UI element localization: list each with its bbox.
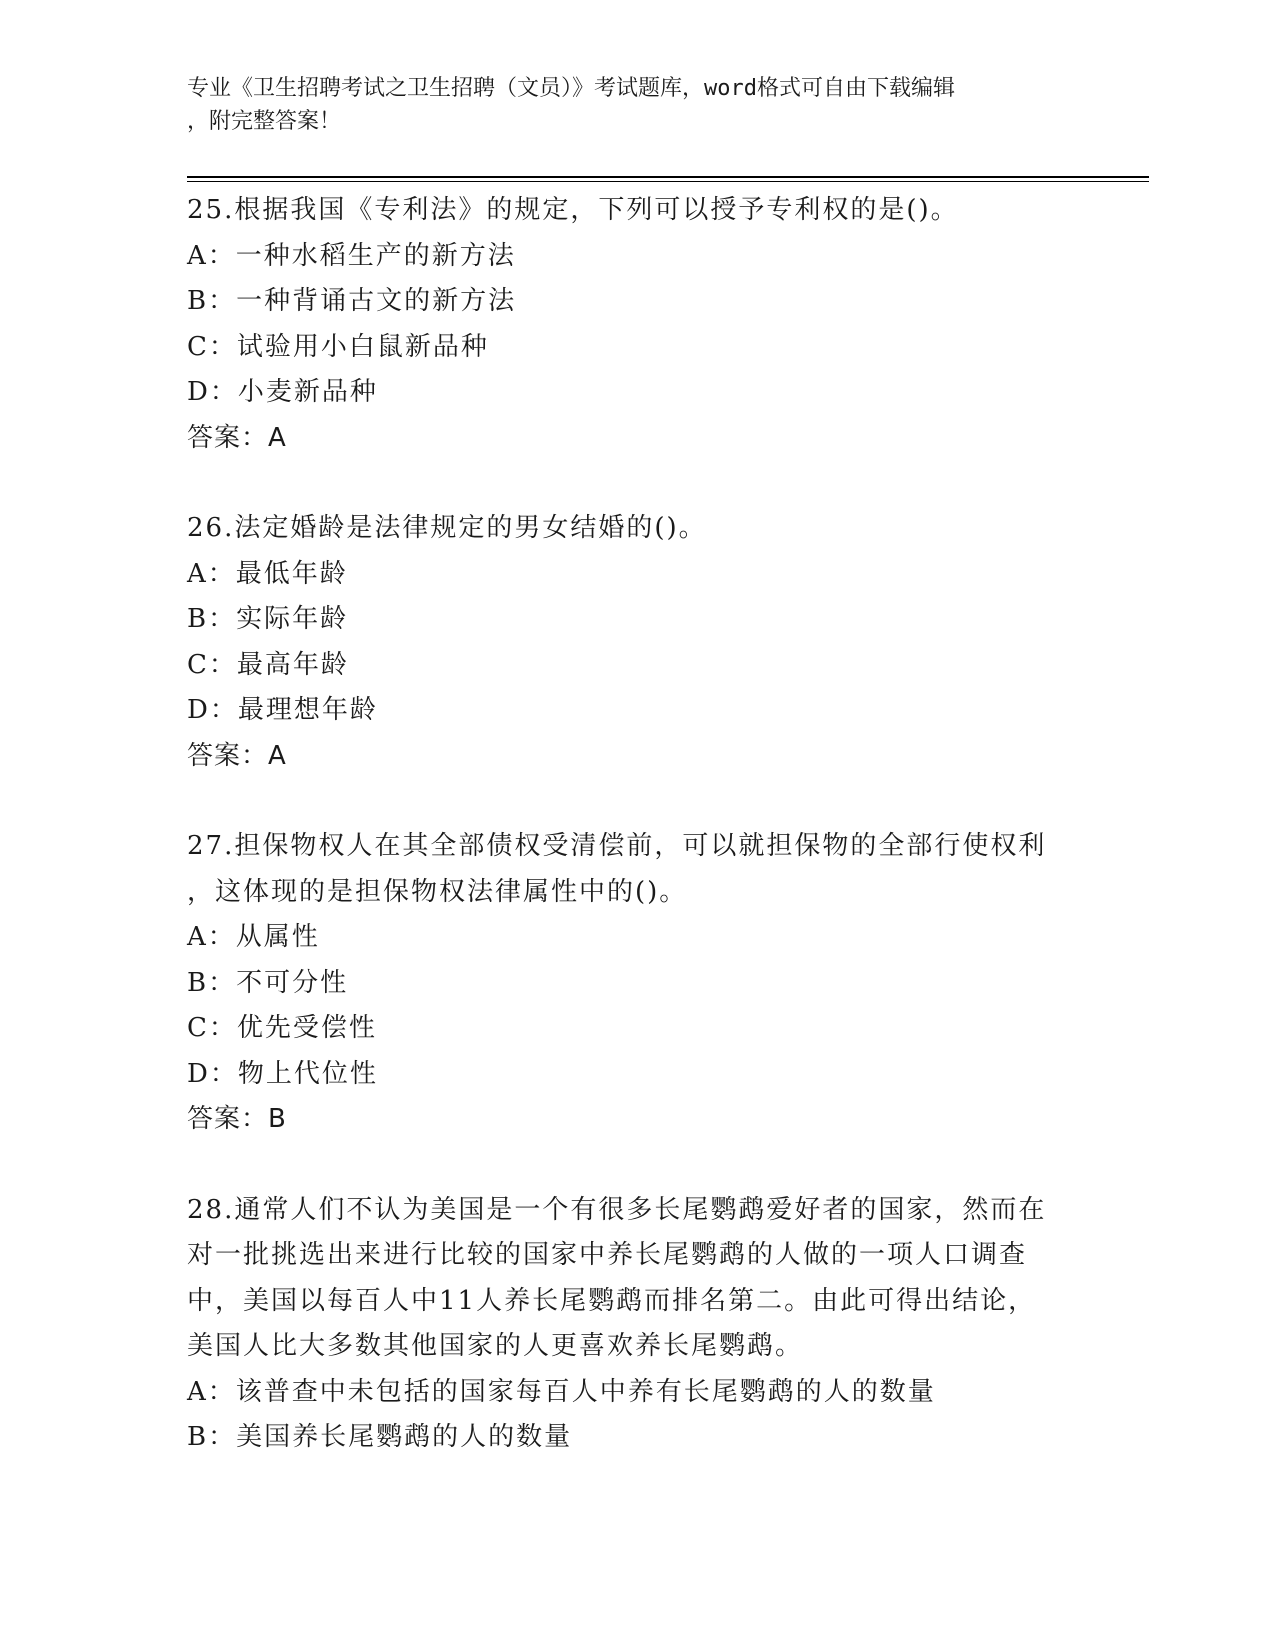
option-d: D：物上代位性 [187, 1058, 378, 1089]
header-line: ，附完整答案！ [187, 109, 342, 134]
option-c: C：优先受偿性 [187, 1013, 377, 1043]
question-list [187, 188, 1087, 1506]
question-25 [187, 188, 1087, 461]
option-b: B：美国养长尾鹦鹉的人的数量 [187, 1422, 573, 1452]
question-stem: 美国人比大多数其他国家的人更喜欢养长尾鹦鹉。 [187, 1331, 804, 1361]
question-27 [187, 824, 1087, 1143]
answer: 答案：B [187, 1104, 287, 1134]
document-header [187, 72, 1067, 138]
option-a: A：从属性 [187, 922, 320, 952]
option-a: A：该普查中未包括的国家每百人中养有长尾鹦鹉的人的数量 [187, 1376, 936, 1407]
question-stem: 25.根据我国《专利法》的规定，下列可以授予专利权的是()。 [187, 195, 959, 225]
option-a: A：一种水稻生产的新方法 [187, 240, 516, 271]
option-d: D：最理想年龄 [187, 695, 378, 725]
answer: 答案：A [187, 422, 287, 453]
option-c: C：试验用小白鼠新品种 [187, 331, 489, 362]
option-d: D：小麦新品种 [187, 377, 378, 407]
option-a: A：最低年龄 [187, 558, 348, 589]
header-divider [187, 176, 1149, 178]
option-c: C：最高年龄 [187, 649, 349, 680]
question-stem: ，这体现的是担保物权法律属性中的()。 [187, 876, 688, 907]
header-divider-thin [187, 181, 1149, 182]
option-b: B：不可分性 [187, 967, 349, 998]
question-28 [187, 1188, 1087, 1461]
header-line: 专业《卫生招聘考试之卫生招聘（文员）》考试题库，word格式可自由下载编辑 [187, 76, 955, 101]
option-b: B：实际年龄 [187, 604, 349, 634]
answer: 答案：A [187, 740, 287, 771]
question-stem: 中，美国以每百人中11人养长尾鹦鹉而排名第二。由此可得出结论， [187, 1285, 1037, 1316]
question-stem: 28.通常人们不认为美国是一个有很多长尾鹦鹉爱好者的国家，然而在 [187, 1194, 1047, 1225]
question-stem: 27.担保物权人在其全部债权受清偿前，可以就担保物的全部行使权利 [187, 831, 1047, 861]
option-b: B：一种背诵古文的新方法 [187, 286, 517, 316]
question-26 [187, 506, 1087, 779]
question-stem: 26.法定婚龄是法律规定的男女结婚的()。 [187, 513, 707, 543]
question-stem: 对一批挑选出来进行比较的国家中养长尾鹦鹉的人做的一项人口调查 [187, 1240, 1028, 1270]
